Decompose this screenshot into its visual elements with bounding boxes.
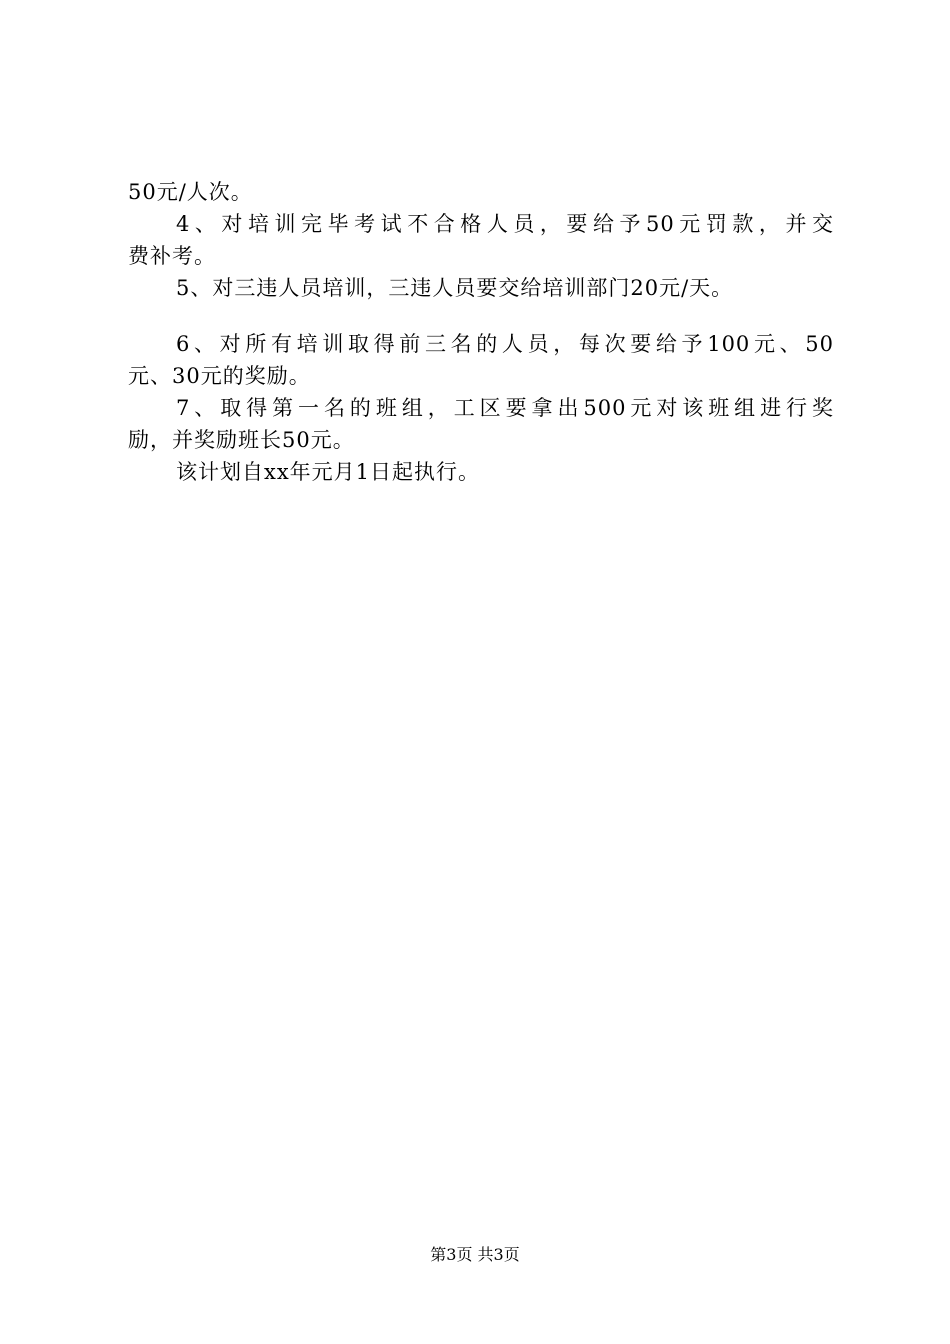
paragraph-line-5: 6、对所有培训取得前三名的人员，每次要给予100元、50: [176, 332, 834, 356]
document-body: [128, 176, 834, 488]
paragraph-line-9: 该计划自xx年元月1日起执行。: [176, 460, 481, 484]
paragraph-line-2: 4、对培训完毕考试不合格人员，要给予50元罚款，并交: [176, 212, 834, 236]
paragraph-line-4: 5、对三违人员培训，三违人员要交给培训部门20元/天。: [176, 276, 734, 300]
paragraph-spacer: [128, 304, 834, 328]
paragraph-line-7: 7、取得第一名的班组，工区要拿出500元对该班组进行奖: [176, 396, 834, 420]
page-footer: 第3页 共3页: [430, 1245, 520, 1264]
paragraph-line-6: 元、30元的奖励。: [128, 364, 311, 388]
paragraph-line-1: 50元/人次。: [128, 180, 253, 204]
paragraph-line-8: 励，并奖励班长50元。: [128, 428, 355, 452]
paragraph-line-3: 费补考。: [128, 244, 216, 268]
